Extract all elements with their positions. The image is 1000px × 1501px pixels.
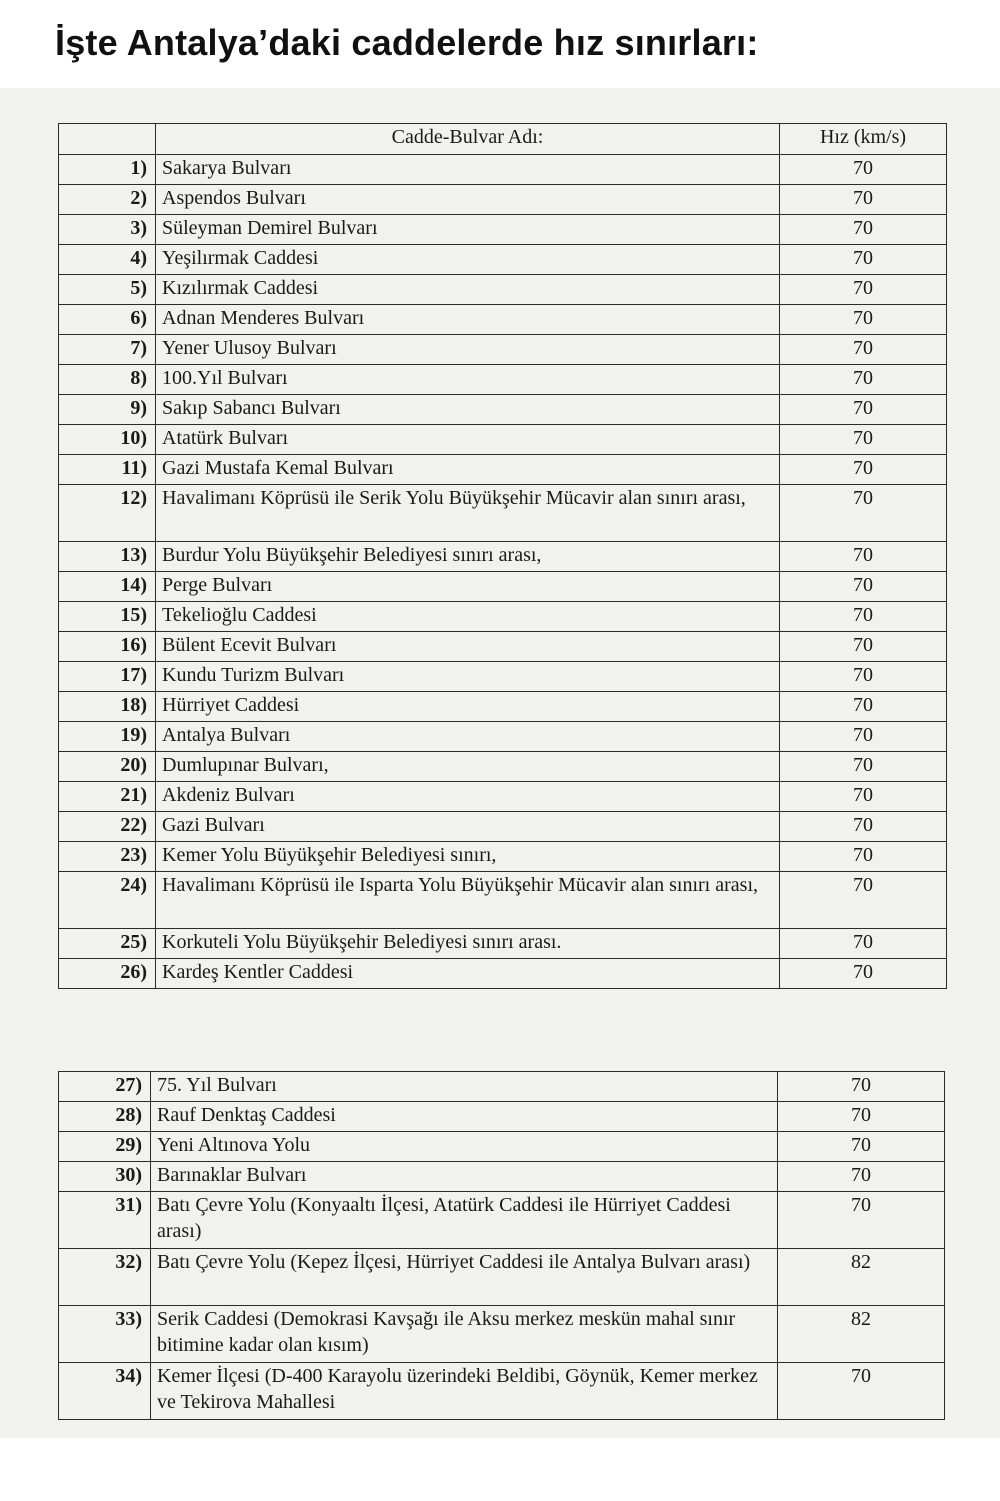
street-name: Batı Çevre Yolu (Konyaaltı İlçesi, Atatürk Caddesi ile Hürriyet Caddesi arası) [151,1192,778,1249]
table-row [59,215,947,245]
table-row [59,872,947,929]
row-number: 29) [59,1132,151,1162]
row-number: 31) [59,1192,151,1249]
table-row [59,1072,945,1102]
speed-limit: 70 [780,485,947,542]
row-number: 26) [59,959,156,989]
speed-limit-table-part2 [58,1071,945,1420]
row-number: 6) [59,305,156,335]
row-number: 27) [59,1072,151,1102]
speed-limit: 70 [780,335,947,365]
table-row [59,542,947,572]
speed-limit: 70 [780,425,947,455]
speed-limit: 70 [780,959,947,989]
speed-limit: 70 [780,752,947,782]
table-row [59,782,947,812]
speed-limit: 70 [780,455,947,485]
page-title: İşte Antalya’daki caddelerde hız sınırları: [55,22,759,63]
table-row [59,1162,945,1192]
table-body-part1 [59,155,947,989]
table-row [59,959,947,989]
table-row [59,245,947,275]
row-number: 20) [59,752,156,782]
speed-limit: 70 [780,872,947,929]
street-name: Sakıp Sabancı Bulvarı [156,395,780,425]
row-number: 9) [59,395,156,425]
street-name: Kardeş Kentler Caddesi [156,959,780,989]
row-number: 24) [59,872,156,929]
speed-limit: 70 [780,782,947,812]
table-row [59,662,947,692]
table-row [59,572,947,602]
table-row [59,395,947,425]
row-number: 8) [59,365,156,395]
row-number: 3) [59,215,156,245]
street-name: Yeni Altınova Yolu [151,1132,778,1162]
row-number: 11) [59,455,156,485]
row-number: 17) [59,662,156,692]
table-row [59,1132,945,1162]
table-row [59,722,947,752]
row-number: 32) [59,1249,151,1306]
table-row [59,1102,945,1132]
street-name: Kızılırmak Caddesi [156,275,780,305]
street-name: Perge Bulvarı [156,572,780,602]
row-number: 33) [59,1306,151,1363]
street-name: Kemer İlçesi (D-400 Karayolu üzerindeki Beldibi, Göynük, Kemer merkez ve Tekirova Mahallesi [151,1363,778,1420]
speed-limit: 70 [780,692,947,722]
speed-limit: 70 [778,1192,945,1249]
table-row [59,1306,945,1363]
row-number: 28) [59,1102,151,1132]
speed-limit: 70 [778,1162,945,1192]
row-number: 15) [59,602,156,632]
speed-limit: 70 [778,1363,945,1420]
street-name: Dumlupınar Bulvarı, [156,752,780,782]
speed-limit: 82 [778,1249,945,1306]
table-row [59,455,947,485]
speed-limit: 70 [780,542,947,572]
speed-limit: 70 [780,929,947,959]
row-number: 25) [59,929,156,959]
speed-limit: 70 [780,275,947,305]
table-row [59,485,947,542]
row-number: 2) [59,185,156,215]
table-row [59,335,947,365]
table-row [59,632,947,662]
table-row [59,275,947,305]
street-name: Tekelioğlu Caddesi [156,602,780,632]
street-name: Batı Çevre Yolu (Kepez İlçesi, Hürriyet Caddesi ile Antalya Bulvarı arası) [151,1249,778,1306]
street-name: Gazi Bulvarı [156,812,780,842]
street-name: Sakarya Bulvarı [156,155,780,185]
street-name: Serik Caddesi (Demokrasi Kavşağı ile Aksu merkez meskün mahal sınır bitimine kadar olan kısım) [151,1306,778,1363]
street-name: Barınaklar Bulvarı [151,1162,778,1192]
table-row [59,365,947,395]
speed-limit: 70 [780,842,947,872]
table-row [59,812,947,842]
speed-limit-table-part1 [58,123,947,989]
speed-limit: 70 [780,185,947,215]
row-number: 7) [59,335,156,365]
street-name: 100.Yıl Bulvarı [156,365,780,395]
row-number: 30) [59,1162,151,1192]
header-speed: Hız (km/s) [780,124,947,155]
speed-limit: 82 [778,1306,945,1363]
row-number: 10) [59,425,156,455]
header-number [59,124,156,155]
table-row [59,1363,945,1420]
speed-limit: 70 [778,1132,945,1162]
table-row [59,425,947,455]
speed-limit: 70 [780,572,947,602]
street-name: Havalimanı Köprüsü ile Isparta Yolu Büyükşehir Mücavir alan sınırı arası, [156,872,780,929]
row-number: 14) [59,572,156,602]
row-number: 1) [59,155,156,185]
speed-limit: 70 [780,245,947,275]
table-row [59,929,947,959]
headline-bar [0,0,1000,88]
row-number: 5) [59,275,156,305]
speed-limit: 70 [780,155,947,185]
street-name: Bülent Ecevit Bulvarı [156,632,780,662]
row-number: 4) [59,245,156,275]
table-row [59,842,947,872]
street-name: Havalimanı Köprüsü ile Serik Yolu Büyükşehir Mücavir alan sınırı arası, [156,485,780,542]
header-name: Cadde-Bulvar Adı: [156,124,780,155]
row-number: 34) [59,1363,151,1420]
street-name: Süleyman Demirel Bulvarı [156,215,780,245]
row-number: 19) [59,722,156,752]
street-name: Aspendos Bulvarı [156,185,780,215]
speed-limit: 70 [780,662,947,692]
street-name: Antalya Bulvarı [156,722,780,752]
street-name: Kemer Yolu Büyükşehir Belediyesi sınırı, [156,842,780,872]
table-header-row [59,124,947,155]
street-name: Korkuteli Yolu Büyükşehir Belediyesi sınırı arası. [156,929,780,959]
document-scan [0,88,1000,1438]
row-number: 16) [59,632,156,662]
speed-limit: 70 [778,1072,945,1102]
speed-limit: 70 [780,722,947,752]
row-number: 12) [59,485,156,542]
table-row [59,752,947,782]
table-body-part2 [59,1072,945,1420]
speed-limit: 70 [780,812,947,842]
street-name: Akdeniz Bulvarı [156,782,780,812]
street-name: 75. Yıl Bulvarı [151,1072,778,1102]
table-row [59,692,947,722]
speed-limit: 70 [780,365,947,395]
table-row [59,185,947,215]
street-name: Burdur Yolu Büyükşehir Belediyesi sınırı arası, [156,542,780,572]
street-name: Yener Ulusoy Bulvarı [156,335,780,365]
row-number: 22) [59,812,156,842]
table-row [59,1249,945,1306]
street-name: Gazi Mustafa Kemal Bulvarı [156,455,780,485]
street-name: Adnan Menderes Bulvarı [156,305,780,335]
row-number: 13) [59,542,156,572]
street-name: Atatürk Bulvarı [156,425,780,455]
speed-limit: 70 [780,395,947,425]
row-number: 21) [59,782,156,812]
speed-limit: 70 [778,1102,945,1132]
row-number: 23) [59,842,156,872]
street-name: Hürriyet Caddesi [156,692,780,722]
bottom-margin [0,1438,1000,1501]
street-name: Rauf Denktaş Caddesi [151,1102,778,1132]
street-name: Yeşilırmak Caddesi [156,245,780,275]
table-row [59,155,947,185]
speed-limit: 70 [780,632,947,662]
row-number: 18) [59,692,156,722]
table-row [59,305,947,335]
street-name: Kundu Turizm Bulvarı [156,662,780,692]
speed-limit: 70 [780,602,947,632]
table-row [59,1192,945,1249]
speed-limit: 70 [780,305,947,335]
table-row [59,602,947,632]
speed-limit: 70 [780,215,947,245]
